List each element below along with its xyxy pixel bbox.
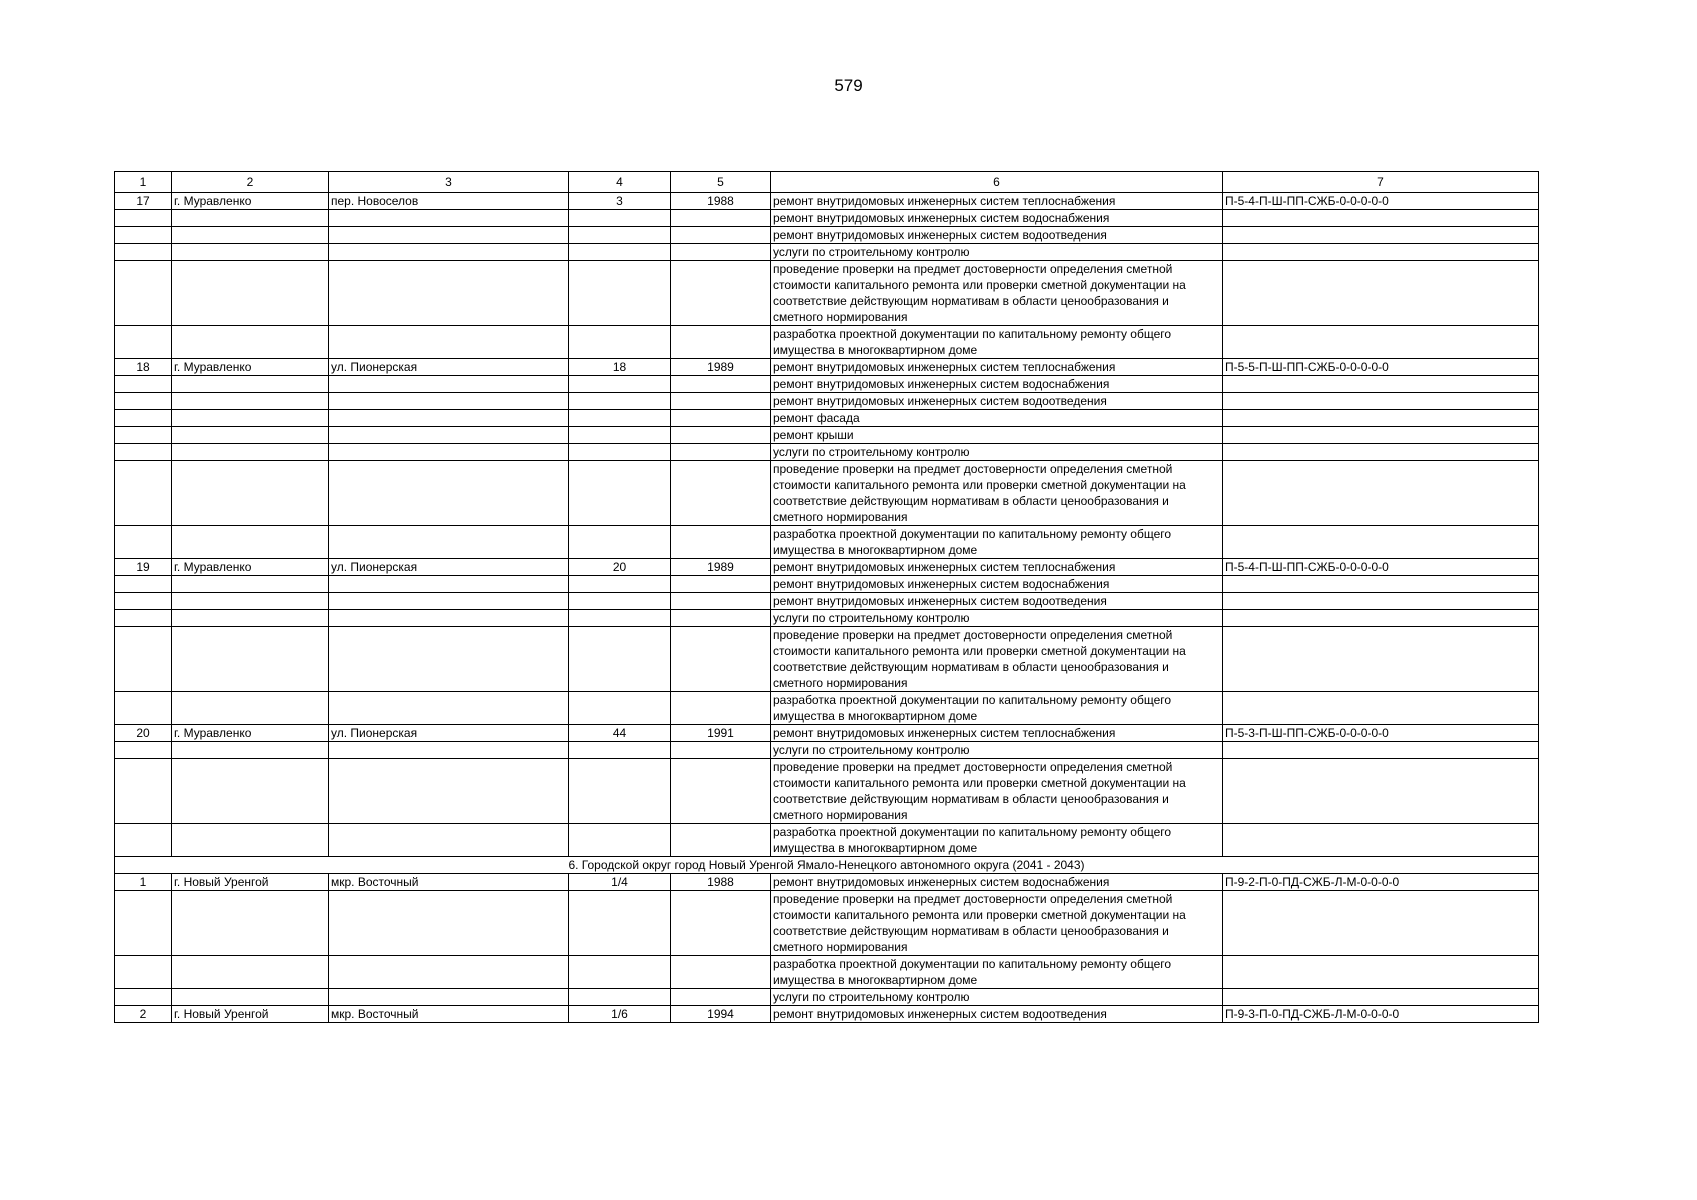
year-cell: 1989 xyxy=(671,359,771,376)
city-cell xyxy=(172,593,329,610)
row-number-cell xyxy=(115,326,172,359)
house-code-cell xyxy=(1223,210,1539,227)
year-cell xyxy=(671,891,771,956)
header-cell: 2 xyxy=(172,172,329,193)
city-cell xyxy=(172,376,329,393)
year-cell xyxy=(671,427,771,444)
header-cell: 3 xyxy=(329,172,569,193)
table-row xyxy=(115,444,1539,461)
house-number-cell xyxy=(569,444,671,461)
work-type-cell: ремонт внутридомовых инженерных систем водоснабжения xyxy=(771,376,1223,393)
house-code-cell xyxy=(1223,410,1539,427)
row-number-cell xyxy=(115,759,172,824)
house-code-cell: П-5-4-П-Ш-ПП-СЖБ-0-0-0-0-0 xyxy=(1223,193,1539,210)
table-row xyxy=(115,359,1539,376)
house-code-cell xyxy=(1223,576,1539,593)
street-cell xyxy=(329,410,569,427)
house-code-cell: П-5-3-П-Ш-ПП-СЖБ-0-0-0-0-0 xyxy=(1223,725,1539,742)
section-title: 6. Городской округ город Новый Уренгой Ямало-Ненецкого автономного округа (2041 - 2043) xyxy=(115,857,1539,874)
city-cell xyxy=(172,526,329,559)
year-cell xyxy=(671,393,771,410)
house-code-cell: П-9-2-П-0-ПД-СЖБ-Л-М-0-0-0-0 xyxy=(1223,874,1539,891)
house-code-cell: П-9-3-П-0-ПД-СЖБ-Л-М-0-0-0-0 xyxy=(1223,1006,1539,1023)
house-number-cell: 1/6 xyxy=(569,1006,671,1023)
row-number-cell xyxy=(115,576,172,593)
table-row xyxy=(115,692,1539,725)
house-code-cell xyxy=(1223,891,1539,956)
year-cell xyxy=(671,989,771,1006)
work-type-cell: ремонт внутридомовых инженерных систем водоснабжения xyxy=(771,874,1223,891)
house-code-cell xyxy=(1223,326,1539,359)
table-row xyxy=(115,461,1539,526)
row-number-cell xyxy=(115,593,172,610)
street-cell xyxy=(329,989,569,1006)
house-code-cell xyxy=(1223,376,1539,393)
year-cell xyxy=(671,593,771,610)
house-code-cell xyxy=(1223,393,1539,410)
year-cell xyxy=(671,627,771,692)
year-cell xyxy=(671,444,771,461)
year-cell xyxy=(671,410,771,427)
table-row xyxy=(115,874,1539,891)
table-row xyxy=(115,725,1539,742)
house-number-cell xyxy=(569,576,671,593)
year-cell xyxy=(671,956,771,989)
work-type-cell: разработка проектной документации по капитальному ремонту общего имущества в многоквартирном доме xyxy=(771,956,1223,989)
house-code-cell xyxy=(1223,444,1539,461)
city-cell xyxy=(172,692,329,725)
work-type-cell: ремонт фасада xyxy=(771,410,1223,427)
house-code-cell xyxy=(1223,427,1539,444)
table-row xyxy=(115,759,1539,824)
work-type-cell: проведение проверки на предмет достоверности определения сметной стоимости капитального ремонта или проверки сметной документации на соответствие действующим нормативам в области ценообразования и сметного нормирования xyxy=(771,261,1223,326)
house-number-cell xyxy=(569,461,671,526)
city-cell: г. Новый Уренгой xyxy=(172,874,329,891)
repair-table xyxy=(114,171,1539,1023)
header-cell: 1 xyxy=(115,172,172,193)
city-cell xyxy=(172,824,329,857)
street-cell xyxy=(329,444,569,461)
street-cell xyxy=(329,692,569,725)
row-number-cell xyxy=(115,444,172,461)
work-type-cell: услуги по строительному контролю xyxy=(771,444,1223,461)
work-type-cell: ремонт внутридомовых инженерных систем водоотведения xyxy=(771,227,1223,244)
year-cell xyxy=(671,692,771,725)
row-number-cell xyxy=(115,989,172,1006)
row-number-cell xyxy=(115,824,172,857)
house-code-cell xyxy=(1223,824,1539,857)
table-row xyxy=(115,559,1539,576)
table-row xyxy=(115,1006,1539,1023)
work-type-cell: ремонт внутридомовых инженерных систем водоотведения xyxy=(771,393,1223,410)
work-type-cell: ремонт внутридомовых инженерных систем водоснабжения xyxy=(771,576,1223,593)
city-cell xyxy=(172,956,329,989)
street-cell: ул. Пионерская xyxy=(329,359,569,376)
street-cell: мкр. Восточный xyxy=(329,1006,569,1023)
city-cell xyxy=(172,410,329,427)
table-row xyxy=(115,376,1539,393)
row-number-cell xyxy=(115,891,172,956)
street-cell: ул. Пионерская xyxy=(329,559,569,576)
house-number-cell xyxy=(569,326,671,359)
row-number-cell: 18 xyxy=(115,359,172,376)
house-number-cell xyxy=(569,692,671,725)
table-row xyxy=(115,227,1539,244)
work-type-cell: разработка проектной документации по капитальному ремонту общего имущества в многоквартирном доме xyxy=(771,692,1223,725)
table-row xyxy=(115,576,1539,593)
city-cell xyxy=(172,427,329,444)
work-type-cell: проведение проверки на предмет достоверности определения сметной стоимости капитального ремонта или проверки сметной документации на соответствие действующим нормативам в области ценообразования и сметного нормирования xyxy=(771,627,1223,692)
header-cell: 5 xyxy=(671,172,771,193)
row-number-cell xyxy=(115,261,172,326)
work-type-cell: разработка проектной документации по капитальному ремонту общего имущества в многоквартирном доме xyxy=(771,824,1223,857)
house-code-cell xyxy=(1223,261,1539,326)
year-cell xyxy=(671,526,771,559)
row-number-cell xyxy=(115,692,172,725)
house-number-cell xyxy=(569,593,671,610)
house-code-cell xyxy=(1223,227,1539,244)
row-number-cell xyxy=(115,227,172,244)
table-row xyxy=(115,824,1539,857)
table-row xyxy=(115,610,1539,627)
year-cell: 1991 xyxy=(671,725,771,742)
city-cell: г. Новый Уренгой xyxy=(172,1006,329,1023)
street-cell xyxy=(329,742,569,759)
city-cell xyxy=(172,610,329,627)
house-code-cell xyxy=(1223,692,1539,725)
street-cell xyxy=(329,244,569,261)
year-cell xyxy=(671,261,771,326)
work-type-cell: проведение проверки на предмет достоверности определения сметной стоимости капитального ремонта или проверки сметной документации на соответствие действующим нормативам в области ценообразования и сметного нормирования xyxy=(771,891,1223,956)
table-row xyxy=(115,742,1539,759)
house-number-cell xyxy=(569,393,671,410)
house-number-cell: 3 xyxy=(569,193,671,210)
table-row xyxy=(115,410,1539,427)
year-cell xyxy=(671,824,771,857)
work-type-cell: ремонт внутридомовых инженерных систем теплоснабжения xyxy=(771,725,1223,742)
city-cell xyxy=(172,244,329,261)
header-cell: 7 xyxy=(1223,172,1539,193)
table-row xyxy=(115,989,1539,1006)
row-number-cell xyxy=(115,461,172,526)
row-number-cell xyxy=(115,210,172,227)
street-cell xyxy=(329,627,569,692)
row-number-cell: 17 xyxy=(115,193,172,210)
house-number-cell xyxy=(569,759,671,824)
row-number-cell xyxy=(115,244,172,261)
city-cell xyxy=(172,891,329,956)
work-type-cell: ремонт крыши xyxy=(771,427,1223,444)
header-cell: 4 xyxy=(569,172,671,193)
work-type-cell: услуги по строительному контролю xyxy=(771,742,1223,759)
table-row xyxy=(115,526,1539,559)
street-cell: мкр. Восточный xyxy=(329,874,569,891)
year-cell xyxy=(671,576,771,593)
year-cell: 1989 xyxy=(671,559,771,576)
street-cell xyxy=(329,593,569,610)
city-cell xyxy=(172,742,329,759)
street-cell xyxy=(329,956,569,989)
row-number-cell: 2 xyxy=(115,1006,172,1023)
year-cell xyxy=(671,210,771,227)
row-number-cell xyxy=(115,393,172,410)
row-number-cell xyxy=(115,526,172,559)
year-cell xyxy=(671,227,771,244)
house-number-cell xyxy=(569,742,671,759)
house-number-cell: 18 xyxy=(569,359,671,376)
table-row xyxy=(115,193,1539,210)
house-number-cell xyxy=(569,891,671,956)
house-number-cell xyxy=(569,244,671,261)
work-type-cell: проведение проверки на предмет достоверности определения сметной стоимости капитального ремонта или проверки сметной документации на соответствие действующим нормативам в области ценообразования и сметного нормирования xyxy=(771,759,1223,824)
city-cell xyxy=(172,227,329,244)
house-number-cell xyxy=(569,824,671,857)
city-cell xyxy=(172,210,329,227)
work-type-cell: услуги по строительному контролю xyxy=(771,610,1223,627)
work-type-cell: ремонт внутридомовых инженерных систем водоотведения xyxy=(771,1006,1223,1023)
house-number-cell xyxy=(569,956,671,989)
row-number-cell: 1 xyxy=(115,874,172,891)
city-cell xyxy=(172,393,329,410)
house-code-cell xyxy=(1223,610,1539,627)
row-number-cell xyxy=(115,427,172,444)
work-type-cell: ремонт внутридомовых инженерных систем теплоснабжения xyxy=(771,559,1223,576)
house-number-cell xyxy=(569,989,671,1006)
table-row xyxy=(115,593,1539,610)
house-code-cell xyxy=(1223,244,1539,261)
house-number-cell xyxy=(569,376,671,393)
street-cell xyxy=(329,393,569,410)
house-number-cell xyxy=(569,227,671,244)
year-cell xyxy=(671,376,771,393)
city-cell: г. Муравленко xyxy=(172,559,329,576)
work-type-cell: услуги по строительному контролю xyxy=(771,244,1223,261)
house-code-cell xyxy=(1223,593,1539,610)
house-code-cell: П-5-5-П-Ш-ПП-СЖБ-0-0-0-0-0 xyxy=(1223,359,1539,376)
street-cell xyxy=(329,427,569,444)
street-cell xyxy=(329,261,569,326)
city-cell xyxy=(172,576,329,593)
year-cell: 1988 xyxy=(671,874,771,891)
work-type-cell: ремонт внутридомовых инженерных систем теплоснабжения xyxy=(771,193,1223,210)
house-number-cell xyxy=(569,610,671,627)
city-cell xyxy=(172,627,329,692)
city-cell xyxy=(172,444,329,461)
work-type-cell: услуги по строительному контролю xyxy=(771,989,1223,1006)
table-row xyxy=(115,393,1539,410)
row-number-cell: 20 xyxy=(115,725,172,742)
header-cell: 6 xyxy=(771,172,1223,193)
row-number-cell xyxy=(115,610,172,627)
house-code-cell xyxy=(1223,989,1539,1006)
table-row xyxy=(115,627,1539,692)
header-row xyxy=(115,172,1539,193)
year-cell xyxy=(671,326,771,359)
section-row xyxy=(115,857,1539,874)
street-cell xyxy=(329,576,569,593)
table-row xyxy=(115,891,1539,956)
page-number: 579 xyxy=(834,76,863,95)
row-number-cell xyxy=(115,956,172,989)
house-number-cell xyxy=(569,427,671,444)
work-type-cell: проведение проверки на предмет достоверности определения сметной стоимости капитального ремонта или проверки сметной документации на соответствие действующим нормативам в области ценообразования и сметного нормирования xyxy=(771,461,1223,526)
house-number-cell xyxy=(569,210,671,227)
row-number-cell xyxy=(115,410,172,427)
city-cell xyxy=(172,261,329,326)
street-cell xyxy=(329,759,569,824)
street-cell xyxy=(329,326,569,359)
year-cell xyxy=(671,244,771,261)
table-row xyxy=(115,326,1539,359)
table-body xyxy=(115,172,1539,1023)
house-number-cell xyxy=(569,261,671,326)
year-cell xyxy=(671,742,771,759)
work-type-cell: разработка проектной документации по капитальному ремонту общего имущества в многоквартирном доме xyxy=(771,326,1223,359)
row-number-cell xyxy=(115,376,172,393)
city-cell xyxy=(172,461,329,526)
house-number-cell xyxy=(569,627,671,692)
work-type-cell: ремонт внутридомовых инженерных систем водоотведения xyxy=(771,593,1223,610)
street-cell xyxy=(329,824,569,857)
row-number-cell xyxy=(115,742,172,759)
house-number-cell xyxy=(569,526,671,559)
city-cell xyxy=(172,759,329,824)
house-number-cell xyxy=(569,410,671,427)
house-number-cell: 1/4 xyxy=(569,874,671,891)
street-cell: ул. Пионерская xyxy=(329,725,569,742)
year-cell xyxy=(671,759,771,824)
year-cell xyxy=(671,461,771,526)
year-cell: 1988 xyxy=(671,193,771,210)
house-number-cell: 20 xyxy=(569,559,671,576)
street-cell xyxy=(329,461,569,526)
row-number-cell xyxy=(115,627,172,692)
city-cell xyxy=(172,326,329,359)
city-cell xyxy=(172,989,329,1006)
street-cell: пер. Новоселов xyxy=(329,193,569,210)
work-type-cell: ремонт внутридомовых инженерных систем водоснабжения xyxy=(771,210,1223,227)
city-cell: г. Муравленко xyxy=(172,725,329,742)
house-code-cell xyxy=(1223,627,1539,692)
table-row xyxy=(115,427,1539,444)
house-code-cell xyxy=(1223,759,1539,824)
house-number-cell: 44 xyxy=(569,725,671,742)
street-cell xyxy=(329,891,569,956)
table-row xyxy=(115,956,1539,989)
repair-table-wrap xyxy=(114,171,1538,1023)
row-number-cell: 19 xyxy=(115,559,172,576)
house-code-cell: П-5-4-П-Ш-ПП-СЖБ-0-0-0-0-0 xyxy=(1223,559,1539,576)
street-cell xyxy=(329,610,569,627)
work-type-cell: разработка проектной документации по капитальному ремонту общего имущества в многоквартирном доме xyxy=(771,526,1223,559)
year-cell xyxy=(671,610,771,627)
house-code-cell xyxy=(1223,742,1539,759)
table-row xyxy=(115,261,1539,326)
house-code-cell xyxy=(1223,956,1539,989)
table-row xyxy=(115,244,1539,261)
house-code-cell xyxy=(1223,526,1539,559)
year-cell: 1994 xyxy=(671,1006,771,1023)
city-cell: г. Муравленко xyxy=(172,359,329,376)
street-cell xyxy=(329,526,569,559)
table-row xyxy=(115,210,1539,227)
city-cell: г. Муравленко xyxy=(172,193,329,210)
street-cell xyxy=(329,227,569,244)
street-cell xyxy=(329,210,569,227)
street-cell xyxy=(329,376,569,393)
work-type-cell: ремонт внутридомовых инженерных систем теплоснабжения xyxy=(771,359,1223,376)
house-code-cell xyxy=(1223,461,1539,526)
